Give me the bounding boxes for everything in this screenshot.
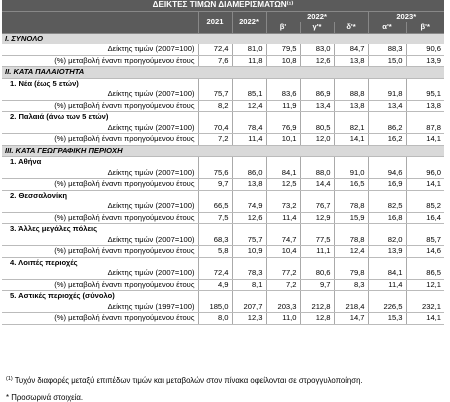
group-empty-cell: [368, 78, 406, 89]
group-header: [2, 190, 444, 201]
value-cell: 10,9: [232, 246, 266, 258]
value-cell: 82,5: [368, 201, 406, 212]
value-cell: 8,1: [232, 279, 266, 291]
value-cell: 11,9: [266, 100, 300, 112]
value-cell: 10,4: [266, 246, 300, 258]
group-empty-cell: [334, 224, 368, 235]
header-q2: β': [266, 22, 300, 33]
row-label: (%) μεταβολή έναντι προηγούμενου έτους: [2, 179, 198, 191]
value-cell: 16,9: [368, 179, 406, 191]
group-header: [2, 224, 444, 235]
group-empty-cell: [198, 257, 232, 268]
group-empty-cell: [266, 224, 300, 235]
value-cell: 7,6: [198, 55, 232, 67]
group-empty-cell: [232, 190, 266, 201]
value-cell: 185,0: [198, 302, 232, 313]
table-row: [2, 134, 444, 146]
group-empty-cell: [334, 257, 368, 268]
value-cell: 68,3: [198, 235, 232, 246]
header-q2-2023: β'*: [406, 22, 444, 33]
group-empty-cell: [232, 224, 266, 235]
value-cell: 11,8: [232, 55, 266, 67]
header-q4: δ'*: [334, 22, 368, 33]
section-title: III. ΚΑΤΑ ΓΕΩΓΡΑΦΙΚΗ ΠΕΡΙΟΧΗ: [2, 145, 444, 157]
group-empty-cell: [334, 112, 368, 123]
group-empty-cell: [266, 190, 300, 201]
row-label: (%) μεταβολή έναντι προηγούμενου έτους: [2, 313, 198, 325]
value-cell: 13,8: [334, 55, 368, 67]
row-label: Δείκτης τιμών (2007=100): [2, 201, 198, 212]
value-cell: 14,6: [406, 246, 444, 258]
group-empty-cell: [198, 157, 232, 168]
group-empty-cell: [406, 157, 444, 168]
group-empty-cell: [232, 157, 266, 168]
table-row: [2, 302, 444, 313]
value-cell: 79,5: [266, 44, 300, 55]
group-empty-cell: [334, 157, 368, 168]
value-cell: 11,4: [266, 212, 300, 224]
group-empty-cell: [232, 257, 266, 268]
value-cell: 9,7: [198, 179, 232, 191]
section-title: I. ΣΥΝΟΛΟ: [2, 33, 444, 44]
value-cell: 84,7: [334, 44, 368, 55]
group-empty-cell: [198, 291, 232, 302]
value-cell: 10,8: [266, 55, 300, 67]
group-empty-cell: [406, 112, 444, 123]
value-cell: 81,0: [232, 44, 266, 55]
value-cell: 7,5: [198, 212, 232, 224]
value-cell: 95,1: [406, 89, 444, 100]
value-cell: 14,7: [334, 313, 368, 325]
group-header: [2, 291, 444, 302]
group-empty-cell: [198, 190, 232, 201]
table-row: [2, 89, 444, 100]
value-cell: 66,5: [198, 201, 232, 212]
table-row: [2, 100, 444, 112]
group-empty-cell: [406, 78, 444, 89]
value-cell: 79,8: [334, 268, 368, 279]
footnote-rounding-text: Τυχόν διαφορές μεταξύ επιπέδων τιμών και μεταβολών στον πίνακα οφείλονται σε στρογγυλοποίηση.: [14, 376, 363, 385]
header-row-1: [2, 11, 444, 22]
value-cell: 88,0: [300, 168, 334, 179]
value-cell: 77,2: [266, 268, 300, 279]
value-cell: 86,0: [232, 168, 266, 179]
header-2021: 2021: [198, 11, 232, 33]
group-header: [2, 157, 444, 168]
group-title: 2. Παλαιά (άνω των 5 ετών): [2, 112, 198, 123]
group-empty-cell: [406, 291, 444, 302]
value-cell: 86,5: [406, 268, 444, 279]
header-q1-2023: α'*: [368, 22, 406, 33]
group-empty-cell: [300, 157, 334, 168]
group-title: 1. Αθήνα: [2, 157, 198, 168]
value-cell: 8,0: [198, 313, 232, 325]
header-q3: γ'*: [300, 22, 334, 33]
value-cell: 83,6: [266, 89, 300, 100]
table-body: [2, 33, 444, 324]
table-row: [2, 168, 444, 179]
group-empty-cell: [368, 157, 406, 168]
value-cell: 12,1: [406, 279, 444, 291]
value-cell: 11,1: [300, 246, 334, 258]
value-cell: 13,4: [368, 100, 406, 112]
group-empty-cell: [300, 291, 334, 302]
value-cell: 82,1: [334, 123, 368, 134]
value-cell: 8,3: [334, 279, 368, 291]
value-cell: 85,7: [406, 235, 444, 246]
value-cell: 75,6: [198, 168, 232, 179]
row-label: Δείκτης τιμών (2007=100): [2, 235, 198, 246]
value-cell: 11,4: [232, 134, 266, 146]
group-empty-cell: [334, 190, 368, 201]
row-label: Δείκτης τιμών (2007=100): [2, 44, 198, 55]
group-header: [2, 112, 444, 123]
value-cell: 86,2: [368, 123, 406, 134]
group-empty-cell: [300, 112, 334, 123]
section-header: [2, 67, 444, 79]
group-empty-cell: [266, 291, 300, 302]
group-empty-cell: [334, 291, 368, 302]
value-cell: 78,8: [334, 201, 368, 212]
footnote-provisional-text: * Προσωρινά στοιχεία.: [6, 393, 84, 402]
value-cell: 77,5: [300, 235, 334, 246]
value-cell: 12,4: [334, 246, 368, 258]
header-empty: [2, 11, 198, 33]
header-2023-quarters: 2023*: [368, 11, 444, 22]
group-empty-cell: [406, 257, 444, 268]
value-cell: 12,8: [300, 313, 334, 325]
value-cell: 11,0: [266, 313, 300, 325]
value-cell: 12,5: [266, 179, 300, 191]
value-cell: 13,8: [232, 179, 266, 191]
group-empty-cell: [368, 112, 406, 123]
group-empty-cell: [266, 257, 300, 268]
value-cell: 14,1: [406, 179, 444, 191]
value-cell: 76,7: [300, 201, 334, 212]
value-cell: 16,4: [406, 212, 444, 224]
row-label: Δείκτης τιμών (2007=100): [2, 89, 198, 100]
value-cell: 12,9: [300, 212, 334, 224]
group-empty-cell: [300, 257, 334, 268]
table-row: [2, 44, 444, 55]
value-cell: 90,6: [406, 44, 444, 55]
row-label: (%) μεταβολή έναντι προηγούμενου έτους: [2, 246, 198, 258]
row-label: (%) μεταβολή έναντι προηγούμενου έτους: [2, 55, 198, 67]
table-row: [2, 235, 444, 246]
value-cell: 80,5: [300, 123, 334, 134]
group-title: 3. Άλλες μεγάλες πόλεις: [2, 224, 198, 235]
table-title-row: [2, 0, 444, 11]
table-row: [2, 279, 444, 291]
group-empty-cell: [232, 78, 266, 89]
value-cell: 8,2: [198, 100, 232, 112]
value-cell: 15,9: [334, 212, 368, 224]
value-cell: 12,4: [232, 100, 266, 112]
value-cell: 16,8: [368, 212, 406, 224]
value-cell: 74,7: [266, 235, 300, 246]
value-cell: 70,4: [198, 123, 232, 134]
group-empty-cell: [266, 112, 300, 123]
group-empty-cell: [232, 291, 266, 302]
value-cell: 14,1: [334, 134, 368, 146]
section-title: II. ΚΑΤΑ ΠΑΛΑΙΟΤΗΤΑ: [2, 67, 444, 79]
value-cell: 85,2: [406, 201, 444, 212]
table-row: [2, 246, 444, 258]
group-empty-cell: [266, 78, 300, 89]
value-cell: 82,0: [368, 235, 406, 246]
value-cell: 72,4: [198, 44, 232, 55]
value-cell: 14,1: [406, 134, 444, 146]
footnote-rounding: [6, 376, 363, 385]
row-label: (%) μεταβολή έναντι προηγούμενου έτους: [2, 134, 198, 146]
group-empty-cell: [300, 224, 334, 235]
value-cell: 212,8: [300, 302, 334, 313]
value-cell: 232,1: [406, 302, 444, 313]
value-cell: 88,8: [334, 89, 368, 100]
value-cell: 84,1: [266, 168, 300, 179]
value-cell: 73,2: [266, 201, 300, 212]
value-cell: 80,6: [300, 268, 334, 279]
value-cell: 76,9: [266, 123, 300, 134]
value-cell: 12,0: [300, 134, 334, 146]
value-cell: 203,3: [266, 302, 300, 313]
value-cell: 16,5: [334, 179, 368, 191]
apartment-price-index-table: [2, 0, 444, 325]
table-row: [2, 313, 444, 325]
value-cell: 12,6: [300, 55, 334, 67]
value-cell: 12,6: [232, 212, 266, 224]
value-cell: 218,4: [334, 302, 368, 313]
group-empty-cell: [406, 190, 444, 201]
group-empty-cell: [406, 224, 444, 235]
group-empty-cell: [198, 78, 232, 89]
group-header: [2, 78, 444, 89]
group-empty-cell: [232, 112, 266, 123]
group-empty-cell: [334, 78, 368, 89]
value-cell: 83,0: [300, 44, 334, 55]
group-title: 5. Αστικές περιοχές (σύνολο): [2, 291, 198, 302]
value-cell: 96,0: [406, 168, 444, 179]
value-cell: 13,9: [406, 55, 444, 67]
value-cell: 78,8: [334, 235, 368, 246]
group-empty-cell: [300, 190, 334, 201]
group-empty-cell: [198, 112, 232, 123]
value-cell: 7,2: [198, 134, 232, 146]
value-cell: 75,7: [232, 235, 266, 246]
group-empty-cell: [198, 224, 232, 235]
table-row: [2, 212, 444, 224]
group-empty-cell: [368, 224, 406, 235]
value-cell: 72,4: [198, 268, 232, 279]
value-cell: 16,2: [368, 134, 406, 146]
value-cell: 13,8: [406, 100, 444, 112]
value-cell: 91,0: [334, 168, 368, 179]
value-cell: 88,3: [368, 44, 406, 55]
value-cell: 94,6: [368, 168, 406, 179]
value-cell: 12,3: [232, 313, 266, 325]
header-2022-annual: 2022*: [232, 11, 266, 33]
row-label: Δείκτης τιμών (1997=100): [2, 302, 198, 313]
value-cell: 10,1: [266, 134, 300, 146]
group-header: [2, 257, 444, 268]
group-empty-cell: [266, 157, 300, 168]
row-label: Δείκτης τιμών (2007=100): [2, 123, 198, 134]
value-cell: 7,2: [266, 279, 300, 291]
value-cell: 11,4: [368, 279, 406, 291]
row-label: (%) μεταβολή έναντι προηγούμενου έτους: [2, 100, 198, 112]
value-cell: 14,1: [406, 313, 444, 325]
row-label: (%) μεταβολή έναντι προηγούμενου έτους: [2, 279, 198, 291]
value-cell: 13,9: [368, 246, 406, 258]
group-title: 1. Νέα (έως 5 ετών): [2, 78, 198, 89]
value-cell: 207,7: [232, 302, 266, 313]
table-row: [2, 123, 444, 134]
group-title: 2. Θεσσαλονίκη: [2, 190, 198, 201]
table-title: ΔΕΙΚΤΕΣ ΤΙΜΩΝ ΔΙΑΜΕΡΙΣΜΑΤΩΝ⁽¹⁾: [2, 0, 444, 11]
group-title: 4. Λοιπές περιοχές: [2, 257, 198, 268]
table-row: [2, 268, 444, 279]
value-cell: 15,3: [368, 313, 406, 325]
table-row: [2, 201, 444, 212]
group-empty-cell: [368, 291, 406, 302]
row-label: (%) μεταβολή έναντι προηγούμενου έτους: [2, 212, 198, 224]
group-empty-cell: [300, 78, 334, 89]
value-cell: 91,8: [368, 89, 406, 100]
value-cell: 78,4: [232, 123, 266, 134]
value-cell: 13,4: [300, 100, 334, 112]
group-empty-cell: [368, 190, 406, 201]
value-cell: 84,1: [368, 268, 406, 279]
value-cell: 226,5: [368, 302, 406, 313]
value-cell: 87,8: [406, 123, 444, 134]
section-header: [2, 145, 444, 157]
value-cell: 13,8: [334, 100, 368, 112]
value-cell: 5,8: [198, 246, 232, 258]
value-cell: 75,7: [198, 89, 232, 100]
value-cell: 9,7: [300, 279, 334, 291]
table-row: [2, 55, 444, 67]
section-header: [2, 33, 444, 44]
row-label: Δείκτης τιμών (2007=100): [2, 168, 198, 179]
value-cell: 86,9: [300, 89, 334, 100]
value-cell: 15,0: [368, 55, 406, 67]
header-2022-quarters: 2022*: [266, 11, 368, 22]
table-row: [2, 179, 444, 191]
footnote-marker: (1): [6, 376, 13, 382]
value-cell: 85,1: [232, 89, 266, 100]
group-empty-cell: [368, 257, 406, 268]
value-cell: 4,9: [198, 279, 232, 291]
row-label: Δείκτης τιμών (2007=100): [2, 268, 198, 279]
value-cell: 14,4: [300, 179, 334, 191]
value-cell: 78,3: [232, 268, 266, 279]
value-cell: 74,9: [232, 201, 266, 212]
